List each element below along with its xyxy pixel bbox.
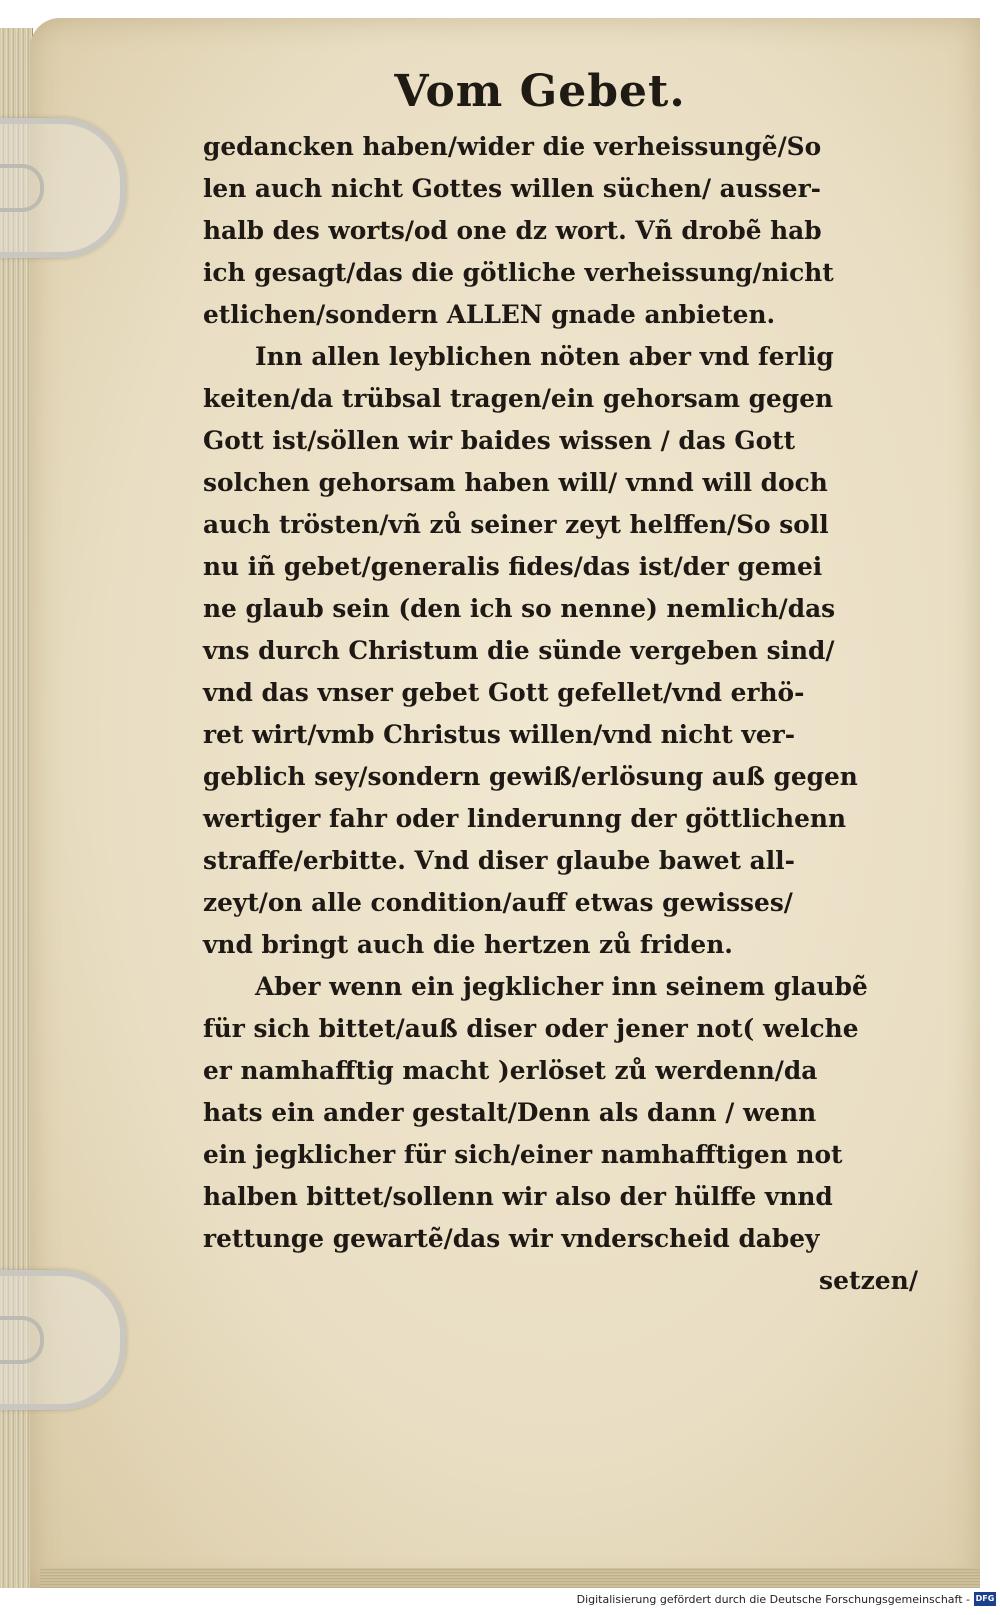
- text-line: ich gesagt/das die götliche verheissung/nicht: [203, 258, 834, 287]
- text-line: Aber wenn ein jegklicher inn seinem glaubẽ: [255, 972, 868, 1001]
- text-line: auch trösten/vñ zů seiner zeyt helffen/So soll: [203, 510, 829, 539]
- text-line: rettunge gewartẽ/das wir vnderscheid dabey: [203, 1224, 820, 1253]
- text-line: len auch nicht Gottes willen süchen/ ausser-: [203, 174, 821, 203]
- text-line: setzen/: [819, 1266, 918, 1295]
- page-clip-bottom: [0, 1270, 126, 1410]
- body-text: [203, 126, 938, 1302]
- page-clip-top: [0, 118, 126, 258]
- text-line: keiten/da trübsal tragen/ein gehorsam gegen: [203, 384, 834, 413]
- text-line: vnd bringt auch die hertzen zů friden.: [203, 930, 733, 959]
- page-bottom-edge: [40, 1568, 980, 1588]
- text-line: gedancken haben/wider die verheissungẽ/So: [203, 132, 822, 161]
- text-line: wertiger fahr oder linderunng der göttlichenn: [203, 804, 846, 833]
- page-clip-bottom-inner: [0, 1316, 44, 1364]
- text-line: Inn allen leyblichen nöten aber vnd ferlig: [255, 342, 834, 371]
- text-line: ret wirt/vmb Christus willen/vnd nicht ver-: [203, 720, 795, 749]
- text-line: für sich bittet/auß diser oder jener not( welche: [203, 1014, 859, 1043]
- page-clip-top-inner: [0, 164, 44, 212]
- text-line: hats ein ander gestalt/Denn als dann / wenn: [203, 1098, 817, 1127]
- text-line: Gott ist/söllen wir baides wissen / das Gott: [203, 426, 796, 455]
- text-line: nu iñ gebet/generalis fides/das ist/der gemei: [203, 552, 823, 581]
- text-line: halben bittet/sollenn wir also der hülffe vnnd: [203, 1182, 833, 1211]
- running-head: Vom Gebet.: [394, 66, 686, 117]
- footer-bar: [0, 1590, 1000, 1615]
- text-line: geblich sey/sondern gewiß/erlösung auß gegen: [203, 762, 858, 791]
- text-line: ein jegklicher für sich/einer namhafftigen not: [203, 1140, 843, 1169]
- text-line: vnd das vnser gebet Gott gefellet/vnd erhö-: [203, 678, 805, 707]
- text-line: ne glaub sein (den ich so nenne) nemlich/das: [203, 594, 836, 623]
- text-line: vns durch Christum die sünde vergeben sind/: [203, 636, 835, 665]
- text-line: straffe/erbitte. Vnd diser glaube bawet all-: [203, 846, 795, 875]
- dfg-logo: DFG: [974, 1592, 996, 1606]
- text-line: er namhafftig macht )erlöset zů werdenn/da: [203, 1056, 818, 1085]
- text-line: etlichen/sondern ALLEN gnade anbieten.: [203, 300, 776, 329]
- digitization-credit: Digitalisierung gefördert durch die Deutsche Forschungsgemeinschaft -: [576, 1593, 970, 1606]
- text-line: zeyt/on alle condition/auff etwas gewisses/: [203, 888, 793, 917]
- text-line: solchen gehorsam haben will/ vnnd will doch: [203, 468, 828, 497]
- text-line: halb des worts/od one dz wort. Vñ drobẽ hab: [203, 216, 822, 245]
